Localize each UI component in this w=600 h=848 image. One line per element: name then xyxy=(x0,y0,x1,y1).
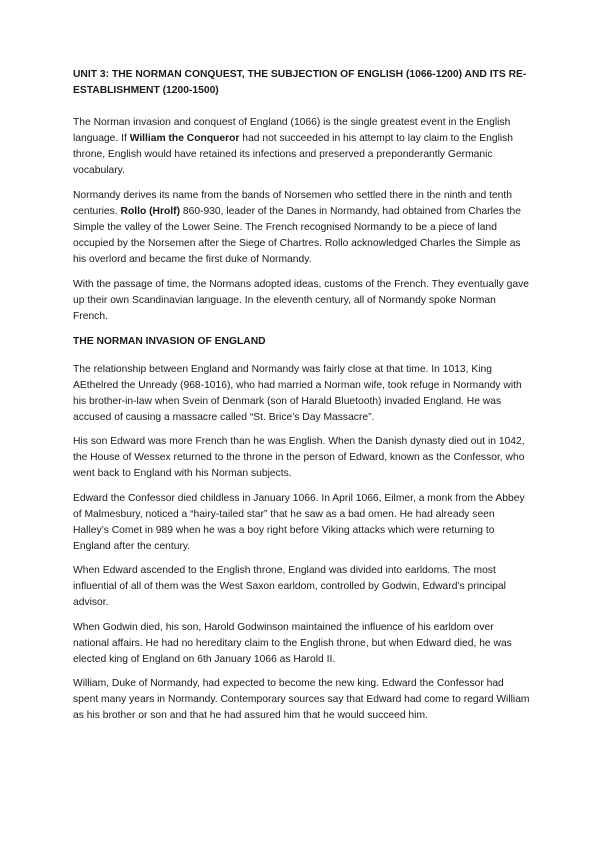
bold-term: Rollo (Hrolf) xyxy=(120,206,180,217)
section-paragraph: William, Duke of Normandy, had expected to become the new king. Edward the Confessor had spent many years in Normandy. Contemporary sources say that Edward had come to regard William as his brother or son and that he had assured him that he would succeed him. xyxy=(73,678,530,721)
paragraph-intro xyxy=(73,115,531,179)
text-span: had not succeeded in his attempt to lay claim to the English throne, English would have retained its infections and preserved a preponderantly Germanic vocabulary. xyxy=(73,133,514,176)
section-heading: THE NORMAN INVASION OF ENGLAND xyxy=(73,336,266,347)
text-span: The Norman invasion and conquest of England (1066) is the single greatest event in the English language. If xyxy=(73,117,511,144)
section-paragraph: His son Edward was more French than he was English. When the Danish dynasty died out in 1042, the House of Wessex returned to the throne in the person of Edward, known as the Confessor, who went back to England with his Norman subjects. xyxy=(73,436,525,479)
section-paragraph: The relationship between England and Normandy was fairly close at that time. In 1013, King AEthelred the Unready (968-1016), who had married a Norman wife, took refuge in Normandy with his brother-in-law when Svein of Denmark (son of Harald Bluetooth) invaded England. He was accused of causing a massacre called “St. Brice’s Day Massacre”. xyxy=(73,364,522,423)
unit-heading: UNIT 3: THE NORMAN CONQUEST, THE SUBJECTION OF ENGLISH (1066-1200) AND ITS RE-ESTABLISHMENT (1200-1500) xyxy=(73,69,527,96)
section-paragraph: When Godwin died, his son, Harold Godwinson maintained the influence of his earldom over national affairs. He had no hereditary claim to the English throne, but when Edward died, he was elected king of England on 6th January 1066 as Harold II. xyxy=(73,622,512,665)
paragraph-adoption: With the passage of time, the Normans adopted ideas, customs of the French. They eventually gave up their own Scandinavian language. In the eleventh century, all of Normandy spoke Norman French. xyxy=(73,279,529,322)
paragraph-normandy xyxy=(73,188,531,268)
text-span: 860-930, leader of the Danes in Normandy, had obtained from Charles the Simple the valley of the Lower Seine. The French recognised Normandy to be a piece of land occupied by the Norsemen after the Siege of Chartres. Rollo acknowledged Charles the Simple as his overlord and became the first duke of Normandy. xyxy=(73,206,521,265)
section-paragraph: When Edward ascended to the English throne, England was divided into earldoms. The most influential of all of them was the West Saxon earldom, controlled by Godwin, Edward’s principal advisor. xyxy=(73,565,506,608)
text-span: Normandy derives its name from the bands of Norsemen who settled there in the ninth and tenth centuries. xyxy=(73,190,513,217)
section-paragraph: Edward the Confessor died childless in January 1066. In April 1066, Eilmer, a monk from the Abbey of Malmesbury, noticed a “hairy-tailed star” that he saw as a bad omen. He had already seen Halley’s Comet in 989 when he was a boy right before Viking attacks which were returning to England after the century. xyxy=(73,493,525,552)
bold-term: William the Conqueror xyxy=(129,133,240,144)
